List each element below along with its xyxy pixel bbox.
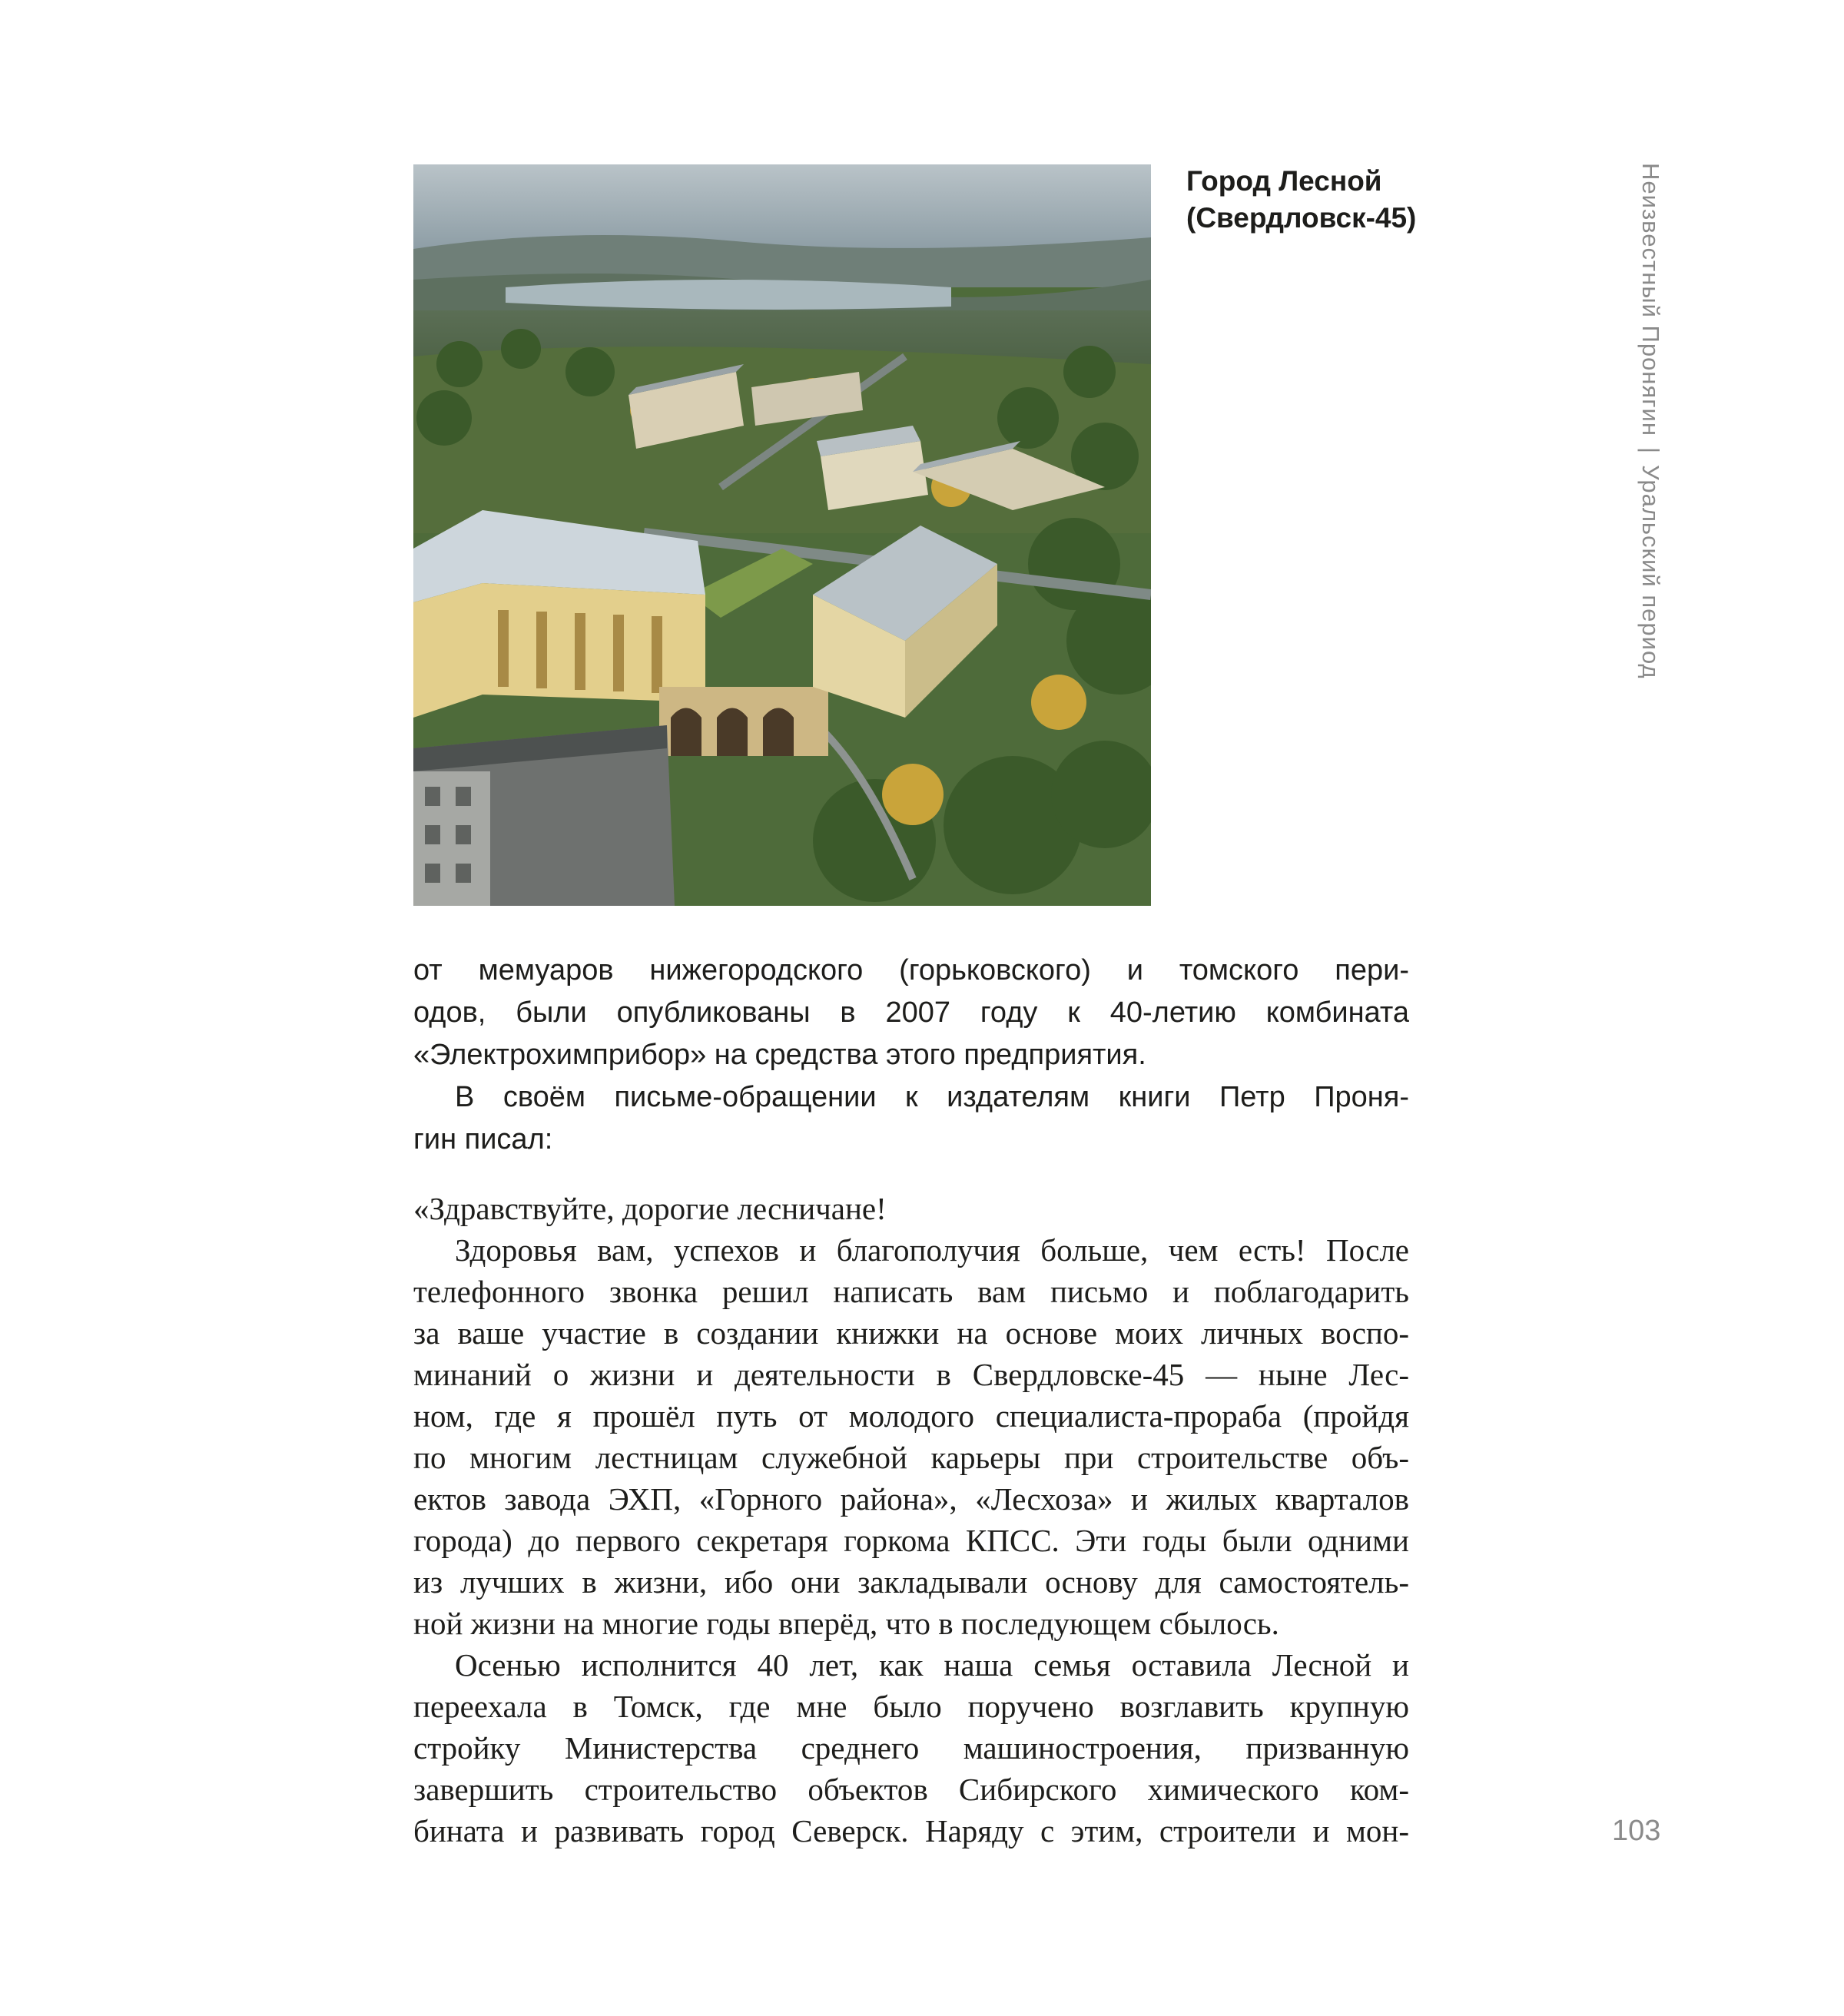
letter-line: города) до первого секретаря горкома КПСС. Эти годы были одними [413, 1523, 1409, 1558]
letter-line: завершить строительство объектов Сибирского химического ком- [413, 1772, 1409, 1807]
letter-line: ном, где я прошёл путь от молодого специалиста-прораба (пройдя [413, 1398, 1409, 1434]
text-line: одов, были опубликованы в 2007 году к 40-летию комбината [413, 996, 1409, 1029]
letter-line: бината и развивать город Северск. Наряду с этим, строители и мон- [413, 1813, 1409, 1849]
intro-text [413, 950, 1409, 1161]
letter-line: ектов завода ЭХП, «Горного района», «Лесхоза» и жилых кварталов [413, 1481, 1409, 1517]
letter-line: переехала в Томск, где мне было поручено возглавить крупную [413, 1689, 1409, 1724]
letter-line: Здоровья вам, успехов и благополучия больше, чем есть! После [455, 1232, 1409, 1268]
caption-line-2: (Свердловск-45) [1186, 202, 1417, 234]
photo-caption [1186, 163, 1509, 237]
letter-line: стройку Министерства среднего машиностроения, призванную [413, 1730, 1409, 1766]
running-head-book: Неизвестный Пронягин [1637, 163, 1664, 436]
text-line: В своём письме-обращении к издателям книги Петр Проня- [455, 1081, 1409, 1113]
running-head [1624, 163, 1670, 724]
letter-line: минаний о жизни и деятельности в Свердловске-45 — ныне Лес- [413, 1357, 1409, 1392]
letter-line: из лучших в жизни, ибо они закладывали основу для самостоятель- [413, 1564, 1409, 1600]
letter-line: «Здравствуйте, дорогие лесничане! [413, 1191, 887, 1226]
running-head-section: Уральский период [1637, 465, 1664, 679]
caption-line-1: Город Лесной [1186, 165, 1382, 197]
letter-line: по многим лестницам служебной карьеры при строительстве объ- [413, 1440, 1409, 1475]
letter-line: за ваше участие в создании книжки на основе моих личных воспо- [413, 1315, 1409, 1351]
letter-line: ной жизни на многие годы вперёд, что в последующем сбылось. [413, 1606, 1279, 1641]
aerial-city-photo-icon [413, 164, 1151, 906]
text-line: от мемуаров нижегородского (горьковского) и томского пери- [413, 954, 1409, 986]
letter-line: Осенью исполнится 40 лет, как наша семья оставила Лесной и [455, 1647, 1409, 1683]
city-photo [413, 164, 1151, 906]
text-line: «Электрохимприбор» на средства этого предприятия. [413, 1039, 1146, 1071]
page-number: 103 [1612, 1815, 1661, 1847]
text-line: гин писал: [413, 1123, 553, 1156]
letter-line: телефонного звонка решил написать вам письмо и поблагодарить [413, 1274, 1409, 1309]
letter-text [413, 1188, 1409, 1852]
running-head-separator: | [1637, 446, 1664, 455]
